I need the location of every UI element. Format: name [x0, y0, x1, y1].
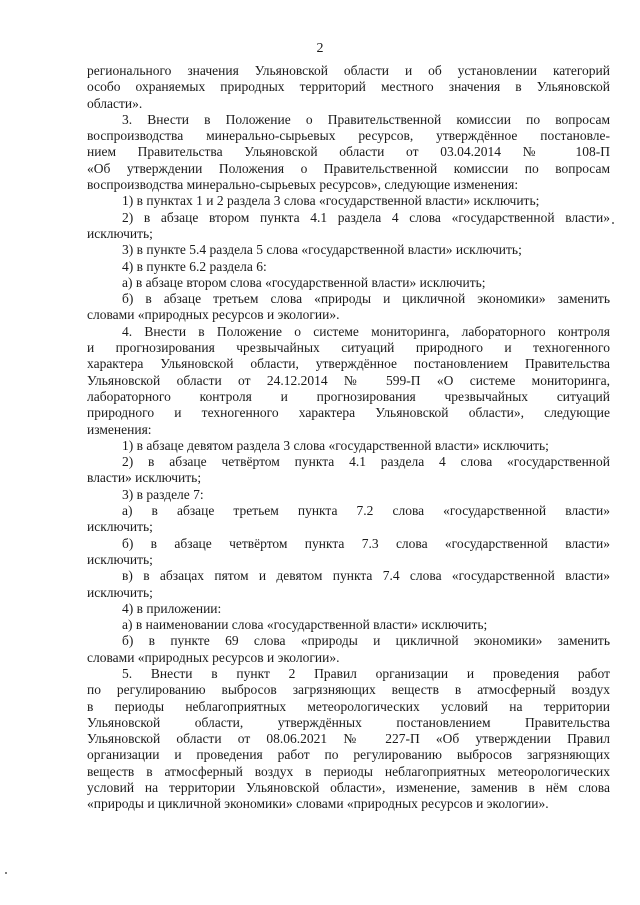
text-line: особо охраняемых природных территорий местного значения в Ульяновской — [87, 79, 610, 95]
text-line: 2) в абзаце четвёртом пункта 4.1 раздела 4 слова «государственной — [122, 454, 610, 470]
text-line: условий на территории Ульяновской области», изменение, заменив в нём слова — [87, 780, 610, 796]
text-line: 4) в приложении: — [122, 600, 222, 616]
text-line: исключить; — [87, 551, 153, 567]
text-line: воспроизводства минерально-сырьевых ресурсов, утверждённое постановле- — [87, 128, 610, 144]
scan-speck — [5, 872, 7, 874]
text-line: организации и проведения работ по регулированию выбросов загрязняющих — [87, 747, 610, 763]
text-line: и прогнозирования чрезвычайных ситуаций природного и техногенного — [87, 340, 610, 356]
text-line: а) в абзаце третьем пункта 7.2 слова «государственной власти» — [122, 503, 610, 519]
text-line: 4) в пункте 6.2 раздела 6: — [122, 258, 267, 274]
text-line: «природы и цикличной экономики» словами «природных ресурсов и экологии». — [87, 796, 549, 812]
text-line: словами «природных ресурсов и экологии». — [87, 307, 340, 323]
text-line: а) в наименовании слова «государственной власти» исключить; — [122, 617, 488, 633]
text-line: «Об утверждении Положения о Правительственной комиссии по вопросам — [87, 160, 610, 176]
text-line: а) в абзаце втором слова «государственной власти» исключить; — [122, 274, 486, 290]
text-line: веществ в атмосферный воздух в периоды неблагоприятных метеорологических — [87, 763, 610, 779]
text-line: характера Ульяновской области, утверждённое постановлением Правительства — [87, 356, 610, 372]
document-body — [87, 63, 610, 813]
text-line: исключить; — [87, 519, 153, 535]
text-line: изменения: — [87, 421, 152, 437]
scan-speck — [612, 222, 614, 224]
text-line: природного и техногенного характера Ульяновской области», следующие — [87, 405, 610, 421]
text-line: 2) в абзаце втором пункта 4.1 раздела 4 слова «государственной власти» — [122, 209, 610, 225]
text-line: в) в абзацах пятом и девятом пункта 7.4 слова «государственной власти» — [122, 568, 610, 584]
text-line: исключить; — [87, 584, 153, 600]
text-line: Ульяновской области от 08.06.2021 № 227-П «Об утверждении Правил — [87, 731, 610, 747]
text-line: 4. Внести в Положение о системе мониторинга, лабораторного контроля — [122, 323, 610, 339]
text-line: 1) в пунктах 1 и 2 раздела 3 слова «государственной власти» исключить; — [122, 193, 540, 209]
text-line: по регулированию выбросов загрязняющих веществ в атмосферный воздух — [87, 682, 610, 698]
text-line: власти» исключить; — [87, 470, 202, 486]
page-number: 2 — [316, 41, 324, 56]
text-line: б) в абзаце третьем слова «природы и цикличной экономики» заменить — [122, 291, 610, 307]
text-line: регионального значения Ульяновской области и об установлении категорий — [87, 63, 610, 78]
text-line: 5. Внести в пункт 2 Правил организации и проведения работ — [122, 665, 610, 681]
text-line: 3) в пункте 5.4 раздела 5 слова «государственной власти» исключить; — [122, 242, 522, 258]
text-line: лабораторного контроля и прогнозирования чрезвычайных ситуаций — [87, 388, 610, 404]
text-line: исключить; — [87, 225, 153, 241]
text-line: 3. Внести в Положение о Правительственной комиссии по вопросам — [122, 111, 610, 127]
text-line: 1) в абзаце девятом раздела 3 слова «государственной власти» исключить; — [122, 437, 549, 453]
text-line: Ульяновской области от 24.12.2014 № 599-П «О системе мониторинга, — [87, 372, 610, 388]
text-line: Ульяновской области, утверждённых постановлением Правительства — [87, 714, 610, 730]
text-line: б) в пункте 69 слова «природы и цикличной экономики» заменить — [122, 633, 610, 649]
text-line: нием Правительства Ульяновской области от 03.04.2014 № 108-П — [87, 144, 610, 160]
text-line: в периоды неблагоприятных метеорологических условий на территории — [87, 698, 610, 714]
text-line: воспроизводства минерально-сырьевых ресурсов», следующие изменения: — [87, 177, 519, 193]
text-line: 3) в разделе 7: — [122, 486, 204, 502]
text-line: словами «природных ресурсов и экологии». — [87, 649, 340, 665]
text-line: области». — [87, 95, 143, 111]
text-line: б) в абзаце четвёртом пункта 7.3 слова «государственной власти» — [122, 535, 610, 551]
